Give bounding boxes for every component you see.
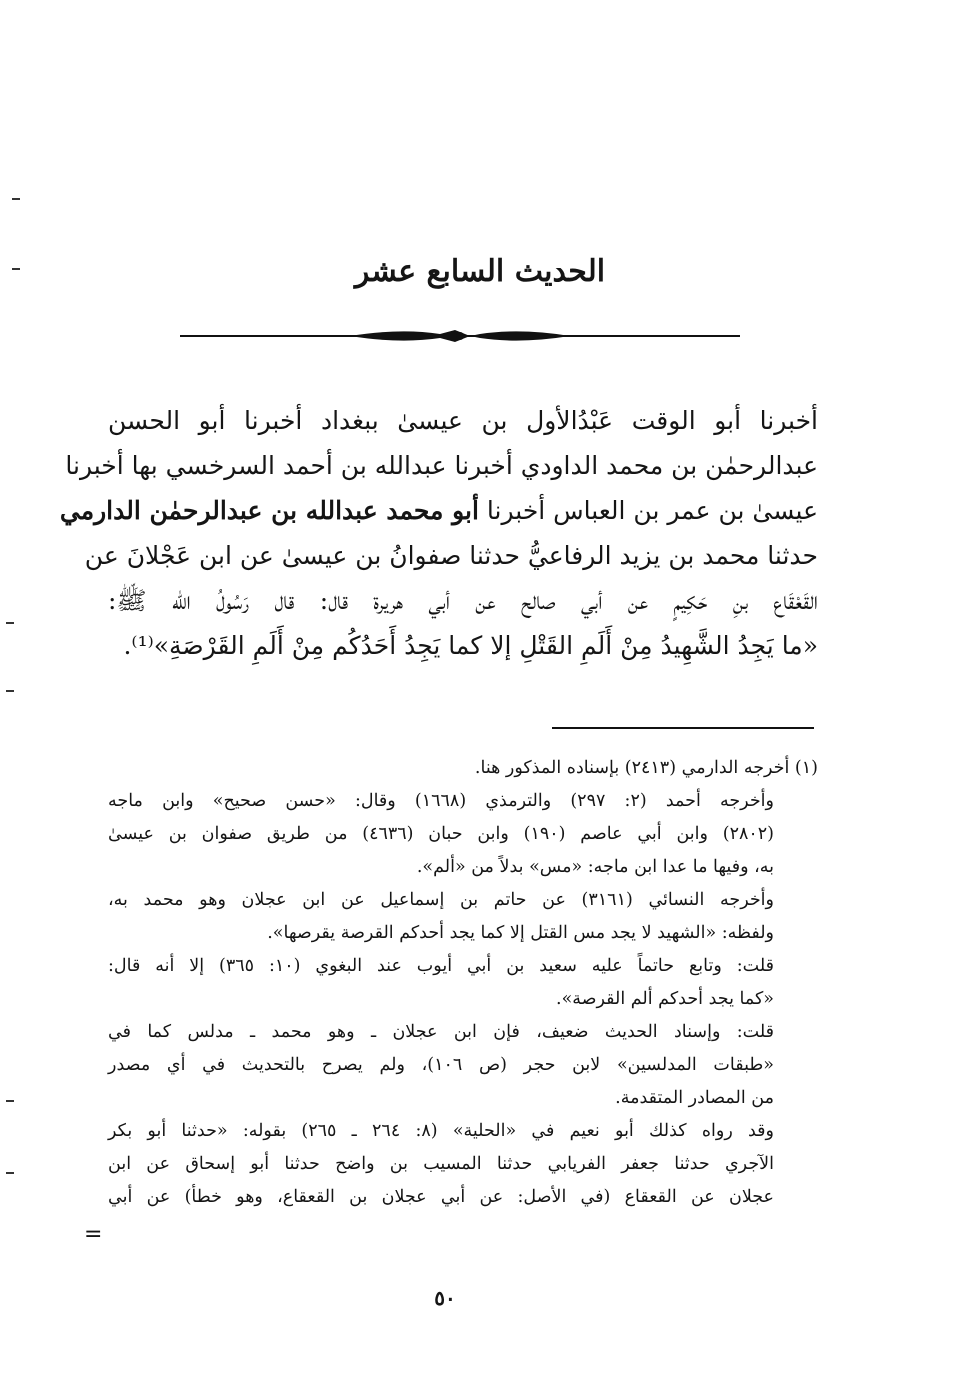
page-number: ٥٠	[434, 1286, 456, 1310]
footnote-line-8: «كما يجد أحدكم ألم القرصة».	[556, 989, 774, 1009]
footnote-line-9: قلت: وإسناد الحديث ضعيف، فإن ابن عجلان ـ وهو محمد ـ مدلس كما في	[108, 1022, 774, 1042]
footnote-line-1: (١) أخرجه الدارمي (٢٤١٣) بإسناده المذكور هنا.	[474, 758, 818, 778]
footnote-line-4: به، وفيها ما عدا ابن ماجه: «مس» بدلاً من «ألم».	[416, 857, 774, 877]
footnote-line-2: وأخرجه أحمد (٢: ٢٩٧) والترمذي (١٦٦٨) وقال: «حسن صحيح» وابن ماجه	[108, 791, 774, 811]
margin-mark	[6, 1100, 14, 1102]
hadith-line-2: عبدالرحمٰن بن محمد الداودي أخبرنا عبدالله بن أحمد السرخسي بها أخبرنا	[65, 451, 818, 480]
footnote-line-10: «طبقات المدلسين» لابن حجر (ص ١٠٦)، ولم يصرح بالتحديث في أي مصدر	[108, 1055, 774, 1075]
hadith-line-3-plain: عيسىٰ بن عمر بن العباس أخبرنا	[486, 496, 818, 525]
margin-mark	[6, 690, 14, 692]
hadith-line-4: حدثنا محمد بن يزيد الرفاعيُّ حدثنا صفوانُ بن عيسىٰ عن ابن عَجْلانَ عن	[84, 541, 818, 570]
footnotes	[108, 752, 818, 1214]
footnote-line-12: وقد رواه كذلك أبو نعيم في «الحلية» (٨: ٢٦٤ ـ ٢٦٥) بقوله: «حدثنا أبو بكر	[108, 1121, 774, 1141]
footnote-line-11: من المصادر المتقدمة.	[615, 1088, 774, 1108]
margin-mark	[12, 198, 20, 200]
footnote-divider	[552, 727, 814, 729]
footnote-line-13: الآجري حدثنا جعفر الفريابي حدثنا المسيب بن واضح حدثنا أبو إسحاق عن ابن	[108, 1154, 774, 1174]
footnote-line-3: (٢٨٠٢) وابن أبي عاصم (١٩٠) وابن حبان (٤٦٣٦) من طريق صفوان بن عيسىٰ	[108, 824, 774, 844]
margin-mark	[12, 268, 20, 270]
footnote-line-6: ولفظه: «الشهيد لا يجد مس القتل إلا كما يجد أحدكم القرصة يقرصها».	[267, 923, 774, 943]
footnote-line-7: قلت: وتابع حاتماً عليه سعيد بن أبي أيوب عند البغوي (١٠: ٣٦٥) إلا أنه قال:	[108, 956, 774, 976]
hadith-line-5: القَعْقَاع بنِ حَكِيمٍ عن أبي صالح عن أبي هريرة قال: قال رَسُولُ الله ﷺ:	[108, 586, 818, 615]
hadith-line-1: أخبرنا أبو الوقت عَبْدُالأول بن عيسىٰ ببغداد أخبرنا أبو الحسن	[108, 406, 818, 435]
footnote-line-14: عجلان عن القعقاع (في الأصل: عن أبي عجلان بن القعقاع، وهو خطأ) عن أبي	[108, 1187, 774, 1207]
chapter-title: الحديث السابع عشر	[354, 254, 606, 289]
margin-mark	[6, 622, 14, 624]
hadith-line-6: «ما يَجِدُ الشَّهِيدُ مِنْ أَلَمِ القَتْلِ إلا كما يَجِدُ أَحَدُكُم مِنْ أَلَمِ القَرْصَةِ»⁽¹⁾.	[123, 631, 818, 660]
margin-mark	[6, 1172, 14, 1174]
hadith-line-3-bold: أبو محمد عبدالله بن عبدالرحمٰن الدارمي	[59, 496, 479, 525]
hadith-text	[59, 398, 818, 668]
footnote-continuation-mark: =	[84, 1222, 103, 1247]
title-ornament-rule	[180, 324, 740, 348]
hadith-line-3	[59, 488, 818, 533]
footnote-line-5: وأخرجه النسائي (٣١٦١) عن حاتم بن إسماعيل عن ابن عجلان وهو محمد به،	[108, 890, 774, 910]
